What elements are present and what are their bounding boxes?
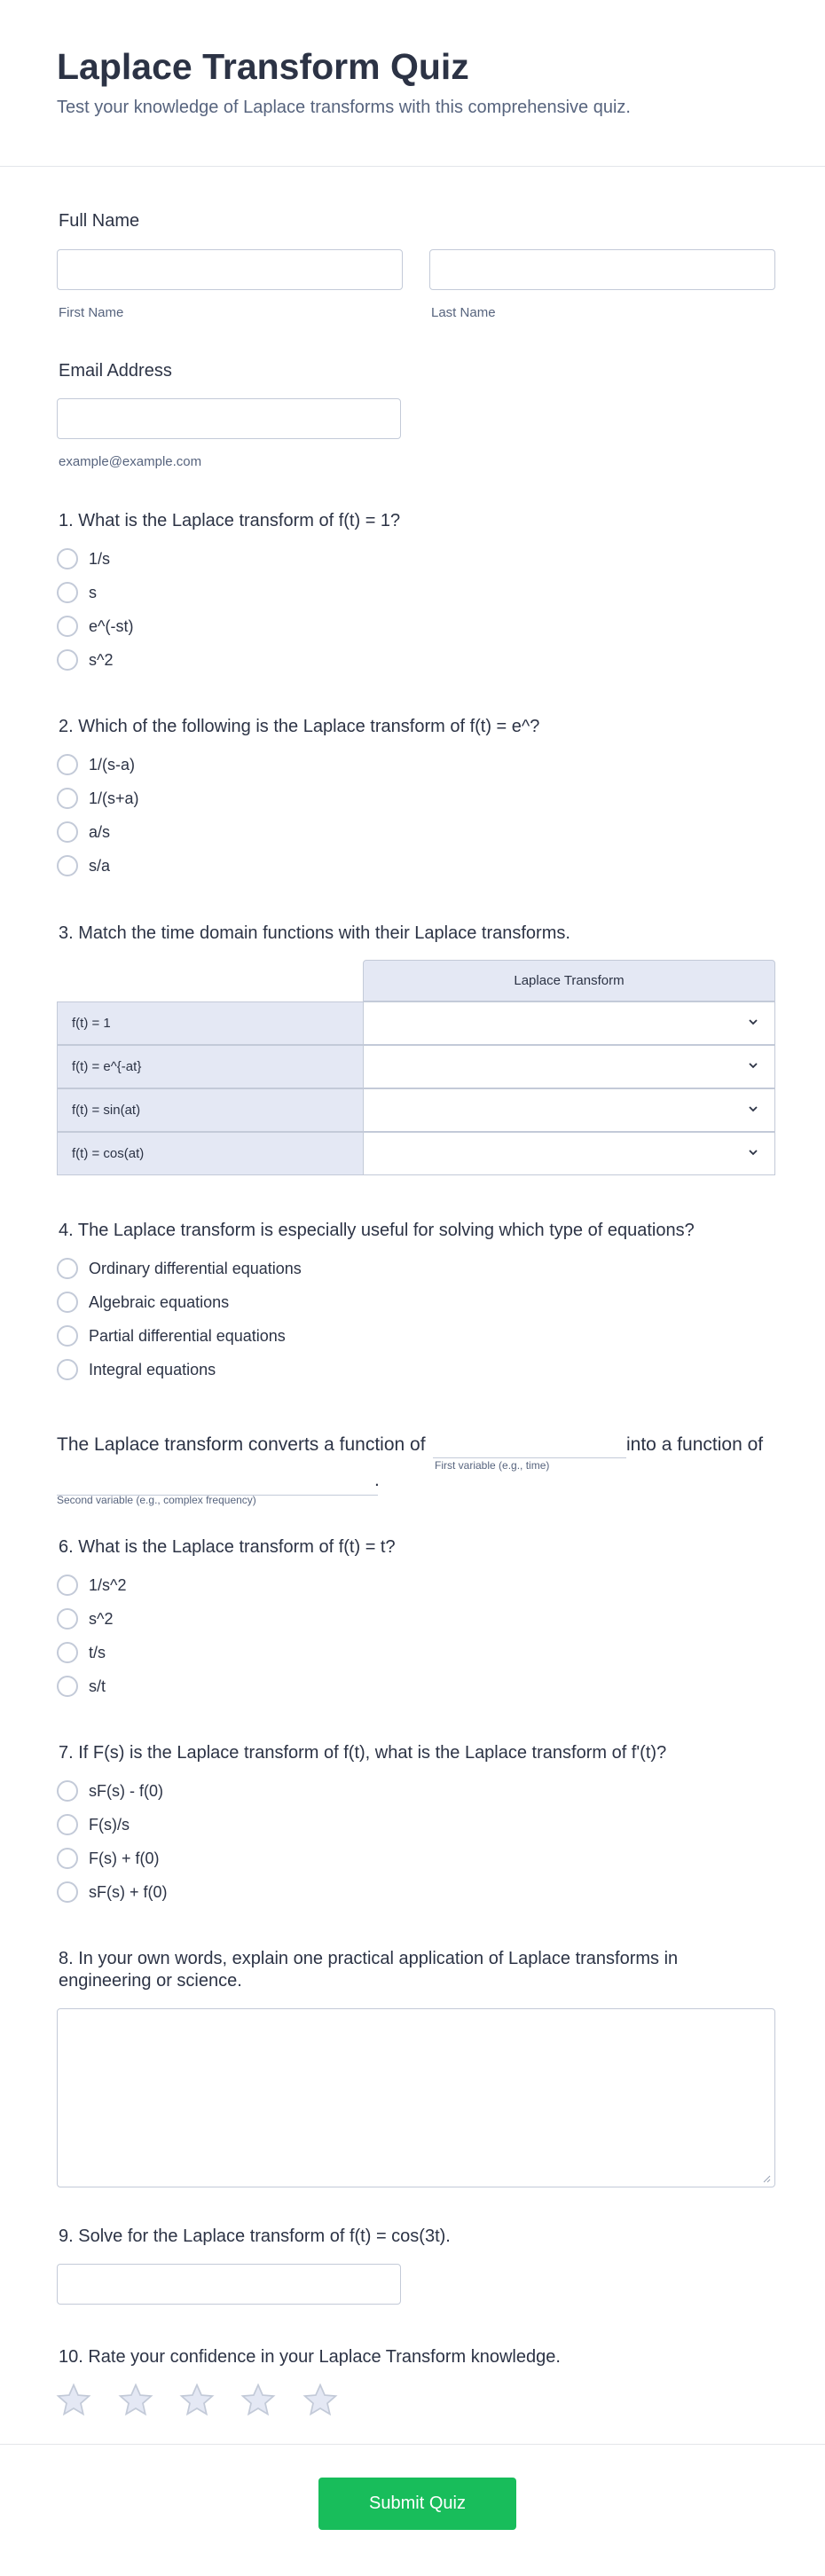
q1-question: 1. What is the Laplace transform of f(t) = 1?: [59, 511, 401, 530]
matrix-dropdown[interactable]: [363, 1045, 775, 1088]
radio-button[interactable]: [57, 1780, 78, 1802]
matrix-column-header: Laplace Transform: [363, 960, 775, 1001]
q4-option[interactable]: [57, 1290, 229, 1315]
radio-button[interactable]: [57, 1642, 78, 1663]
q7-question: 7. If F(s) is the Laplace transform of f(t), what is the Laplace transform of f'(t)?: [59, 1743, 667, 1763]
q1-option-label: 1/s: [89, 549, 111, 568]
star-icon[interactable]: [117, 2383, 154, 2418]
radio-button[interactable]: [57, 616, 78, 637]
first-variable-input[interactable]: [433, 1434, 626, 1458]
cos3t-answer-input[interactable]: [57, 2264, 401, 2305]
first-variable-sublabel: First variable (e.g., time): [435, 1459, 550, 1472]
q4-option-label: Ordinary differential equations: [89, 1259, 302, 1277]
radio-button[interactable]: [57, 1881, 78, 1903]
q6-option[interactable]: [57, 1606, 113, 1631]
application-textarea[interactable]: [57, 2008, 775, 2187]
q7-option[interactable]: [57, 1779, 163, 1803]
radio-button[interactable]: [57, 754, 78, 775]
q9-question: 9. Solve for the Laplace transform of f(t) = cos(3t).: [59, 2227, 451, 2246]
q1-option-label: e^(-st): [89, 617, 134, 635]
chevron-down-icon: [746, 1015, 760, 1029]
email-input[interactable]: [57, 398, 401, 439]
q2-option[interactable]: [57, 752, 135, 777]
matrix-row-label: f(t) = e^{-at}: [57, 1045, 363, 1088]
matrix-row: [57, 1088, 775, 1132]
q4-option[interactable]: [57, 1256, 302, 1281]
form-header: [0, 0, 825, 167]
chevron-down-icon: [746, 1058, 760, 1072]
q6-question: 6. What is the Laplace transform of f(t) = t?: [59, 1537, 396, 1557]
radio-button[interactable]: [57, 788, 78, 809]
last-name-sublabel: Last Name: [431, 305, 496, 320]
email-sublabel: example@example.com: [59, 454, 202, 469]
q7-option[interactable]: [57, 1846, 160, 1871]
q4-question: 4. The Laplace transform is especially useful for solving which type of equations?: [59, 1221, 695, 1240]
q4-option-label: Integral equations: [89, 1360, 216, 1378]
submit-quiz-button[interactable]: Submit Quiz: [318, 2478, 516, 2530]
q2-option-label: s/a: [89, 856, 111, 875]
radio-button[interactable]: [57, 821, 78, 843]
radio-button[interactable]: [57, 1814, 78, 1835]
star-icon[interactable]: [240, 2383, 277, 2418]
radio-button[interactable]: [57, 548, 78, 569]
form-subtitle: Test your knowledge of Laplace transforms with this comprehensive quiz.: [57, 98, 631, 117]
q6-option[interactable]: [57, 1640, 106, 1665]
q4-option[interactable]: [57, 1323, 286, 1348]
full-name-label: Full Name: [59, 211, 140, 231]
radio-button[interactable]: [57, 1292, 78, 1313]
second-variable-sublabel: Second variable (e.g., complex frequency): [57, 1494, 256, 1506]
radio-button[interactable]: [57, 1676, 78, 1697]
star-icon[interactable]: [178, 2383, 216, 2418]
matrix-row: [57, 1132, 775, 1175]
radio-button[interactable]: [57, 1608, 78, 1630]
q1-option[interactable]: [57, 580, 97, 605]
radio-button[interactable]: [57, 1258, 78, 1279]
star-icon[interactable]: [55, 2383, 92, 2418]
matrix-dropdown[interactable]: [363, 1132, 775, 1175]
matrix-row-label: f(t) = sin(at): [57, 1088, 363, 1132]
q1-option[interactable]: [57, 648, 113, 672]
q6-option-label: t/s: [89, 1643, 106, 1661]
email-label: Email Address: [59, 361, 172, 381]
star-icon[interactable]: [302, 2383, 339, 2418]
last-name-input[interactable]: [429, 249, 775, 290]
q7-option[interactable]: [57, 1880, 168, 1905]
q4-option-label: Algebraic equations: [89, 1292, 230, 1311]
q2-option[interactable]: [57, 820, 110, 844]
chevron-down-icon: [746, 1145, 760, 1159]
matrix-dropdown[interactable]: [363, 1001, 775, 1045]
q6-option[interactable]: [57, 1573, 126, 1598]
q7-option-label: F(s) + f(0): [89, 1849, 160, 1867]
matrix-row: [57, 1045, 775, 1088]
q6-option[interactable]: [57, 1674, 106, 1699]
q4-option[interactable]: [57, 1357, 216, 1382]
q7-option-label: sF(s) + f(0): [89, 1882, 168, 1901]
matrix-row: [57, 1001, 775, 1045]
q6-option-label: s/t: [89, 1677, 106, 1695]
q8-question: 8. In your own words, explain one practical application of Laplace transforms in engineering or science.: [59, 1949, 679, 1991]
radio-button[interactable]: [57, 1575, 78, 1596]
fill-blank-text-before: The Laplace transform converts a function of: [57, 1434, 426, 1455]
chevron-down-icon: [746, 1102, 760, 1116]
radio-button[interactable]: [57, 1325, 78, 1347]
second-variable-input[interactable]: [57, 1472, 378, 1496]
fill-blank-text-middle: into a function of: [626, 1434, 764, 1455]
q2-question: 2. Which of the following is the Laplace transform of f(t) = e^?: [59, 717, 540, 736]
matrix-row-label: f(t) = 1: [57, 1001, 363, 1045]
radio-button[interactable]: [57, 582, 78, 603]
radio-button[interactable]: [57, 1359, 78, 1380]
q10-question: 10. Rate your confidence in your Laplace Transform knowledge.: [59, 2347, 561, 2367]
q1-option-label: s^2: [89, 650, 114, 669]
q2-option[interactable]: [57, 853, 110, 878]
q1-option[interactable]: [57, 614, 133, 639]
radio-button[interactable]: [57, 855, 78, 876]
q1-option[interactable]: [57, 546, 110, 571]
q6-option-label: s^2: [89, 1609, 114, 1628]
first-name-input[interactable]: [57, 249, 403, 290]
q2-option-label: a/s: [89, 822, 111, 841]
radio-button[interactable]: [57, 1848, 78, 1869]
fill-blank-text-end: .: [374, 1470, 380, 1490]
q2-option[interactable]: [57, 786, 139, 811]
q7-option[interactable]: [57, 1812, 130, 1837]
q7-option-label: F(s)/s: [89, 1815, 130, 1834]
form-title: Laplace Transform Quiz: [57, 46, 469, 87]
q3-question: 3. Match the time domain functions with their Laplace transforms.: [59, 923, 570, 943]
q2-option-label: 1/(s-a): [89, 755, 136, 774]
q4-option-label: Partial differential equations: [89, 1326, 286, 1345]
matrix-dropdown[interactable]: [363, 1088, 775, 1132]
q6-option-label: 1/s^2: [89, 1575, 127, 1594]
first-name-sublabel: First Name: [59, 305, 124, 320]
q1-option-label: s: [89, 583, 97, 601]
q7-option-label: sF(s) - f(0): [89, 1781, 163, 1800]
matrix-row-label: f(t) = cos(at): [57, 1132, 363, 1175]
q2-option-label: 1/(s+a): [89, 789, 139, 807]
resize-grip-icon[interactable]: [762, 2174, 771, 2183]
radio-button[interactable]: [57, 649, 78, 671]
